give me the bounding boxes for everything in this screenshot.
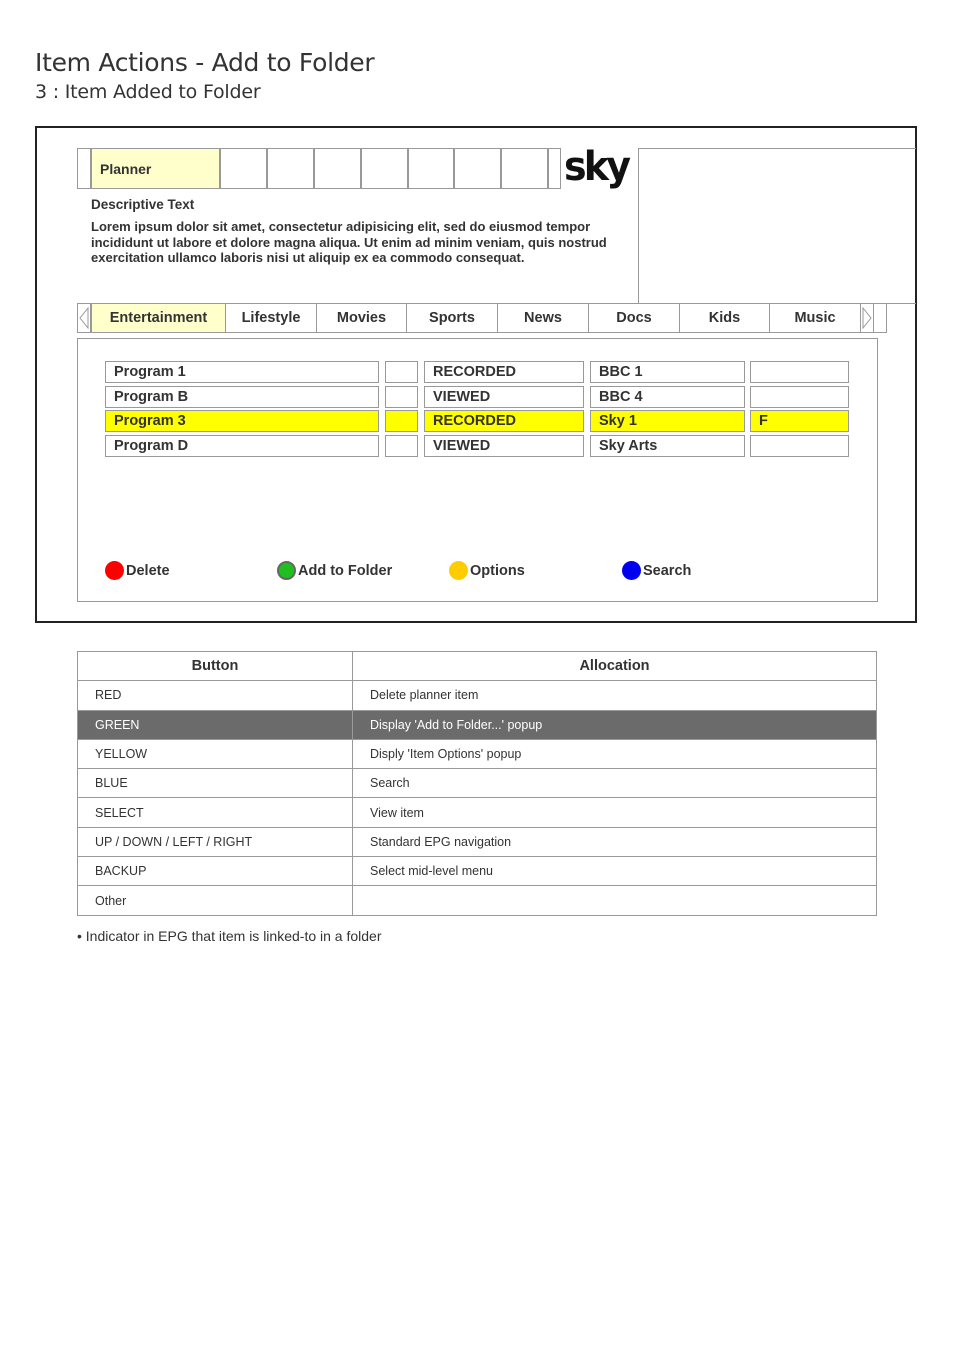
allocation-cell: Disply 'Item Options' popup [353,739,877,768]
button-cell: BACKUP [78,857,353,886]
button-allocation-table [77,651,877,916]
delete-label: Delete [126,562,170,579]
flag-cell [385,410,418,432]
preview-window [638,148,916,304]
yellow-button-icon [449,561,468,580]
tab-entertainment[interactable]: Entertainment [91,303,226,333]
button-cell: UP / DOWN / LEFT / RIGHT [78,827,353,856]
add-to-folder-button[interactable] [277,561,392,580]
blue-button-icon [622,561,641,580]
column-header-allocation: Allocation [353,652,877,681]
program-title[interactable]: Program 1 [105,361,379,383]
add-to-folder-label: Add to Folder [298,562,393,579]
table-row [78,886,877,915]
search-button[interactable] [622,561,691,580]
button-cell: GREEN [78,710,353,739]
program-title[interactable]: Program D [105,435,379,457]
page-title: Item Actions - Add to Folder [35,48,375,77]
table-row [78,798,877,827]
search-label: Search [643,562,692,579]
tab-docs[interactable]: Docs [588,303,680,333]
button-cell: Other [78,886,353,915]
table-header-row [78,652,877,681]
channel-cell: Sky 1 [590,410,745,432]
allocation-cell: Search [353,769,877,798]
tab-kids[interactable]: Kids [679,303,770,333]
chevron-left-icon [79,307,89,329]
page-subtitle: 3 : Item Added to Folder [35,81,261,103]
planner-slot [314,148,361,189]
table-row [78,739,877,768]
delete-button[interactable] [105,561,170,580]
table-row-selected [78,710,877,739]
allocation-cell: View item [353,798,877,827]
button-cell: RED [78,681,353,710]
button-cell: BLUE [78,769,353,798]
chevron-right-icon [862,307,872,329]
program-title[interactable]: Program 3 [105,410,379,432]
table-row [78,769,877,798]
table-row [78,681,877,710]
red-button-icon [105,561,124,580]
tab-scroll-right-button[interactable] [860,303,874,333]
channel-cell: Sky Arts [590,435,745,457]
planner-label[interactable]: Planner [91,148,220,189]
tab-movies[interactable]: Movies [316,303,407,333]
status-cell: VIEWED [424,386,584,408]
program-title[interactable]: Program B [105,386,379,408]
flag-cell [385,386,418,408]
tab-scroll-left-button[interactable] [77,303,91,333]
options-button[interactable] [449,561,525,580]
allocation-cell: Select mid-level menu [353,857,877,886]
tab-lifestyle[interactable]: Lifestyle [225,303,317,333]
planner-slot [267,148,314,189]
options-label: Options [470,562,525,579]
allocation-cell [353,886,877,915]
description-body: Lorem ipsum dolor sit amet, consectetur adipisicing elit, sed do eiusmod tempor incididunt ut labore et dolore magna aliqua. Ut enim ad minim veniam, quis nostrud exercitation ullamco laboris nisi ut aliquip ex ea commodo consequat. [91,219,607,265]
channel-cell: BBC 4 [590,386,745,408]
folder-indicator-cell [750,386,849,408]
footnote: • Indicator in EPG that item is linked-to in a folder [77,928,382,944]
flag-cell [385,361,418,383]
tab-music[interactable]: Music [769,303,861,333]
allocation-cell: Standard EPG navigation [353,827,877,856]
folder-indicator-cell [750,435,849,457]
folder-indicator-cell [750,361,849,383]
tab-sports[interactable]: Sports [406,303,498,333]
planner-slot [408,148,454,189]
tab-news[interactable]: News [497,303,589,333]
allocation-cell: Display 'Add to Folder...' popup [353,710,877,739]
planner-slot [454,148,501,189]
status-cell: RECORDED [424,361,584,383]
channel-cell: BBC 1 [590,361,745,383]
column-header-button: Button [78,652,353,681]
planner-bar-left-cap [77,148,91,189]
status-cell: VIEWED [424,435,584,457]
folder-indicator-cell: F [750,410,849,432]
status-cell: RECORDED [424,410,584,432]
button-cell: SELECT [78,798,353,827]
planner-bar-right-cap [548,148,561,189]
planner-slot [220,148,267,189]
green-button-icon [277,561,296,580]
allocation-cell: Delete planner item [353,681,877,710]
flag-cell [385,435,418,457]
table-row [78,827,877,856]
planner-slot [501,148,548,189]
button-cell: YELLOW [78,739,353,768]
description-title: Descriptive Text [91,197,195,212]
planner-slot [361,148,408,189]
sky-logo: sky [564,144,629,190]
table-row [78,857,877,886]
